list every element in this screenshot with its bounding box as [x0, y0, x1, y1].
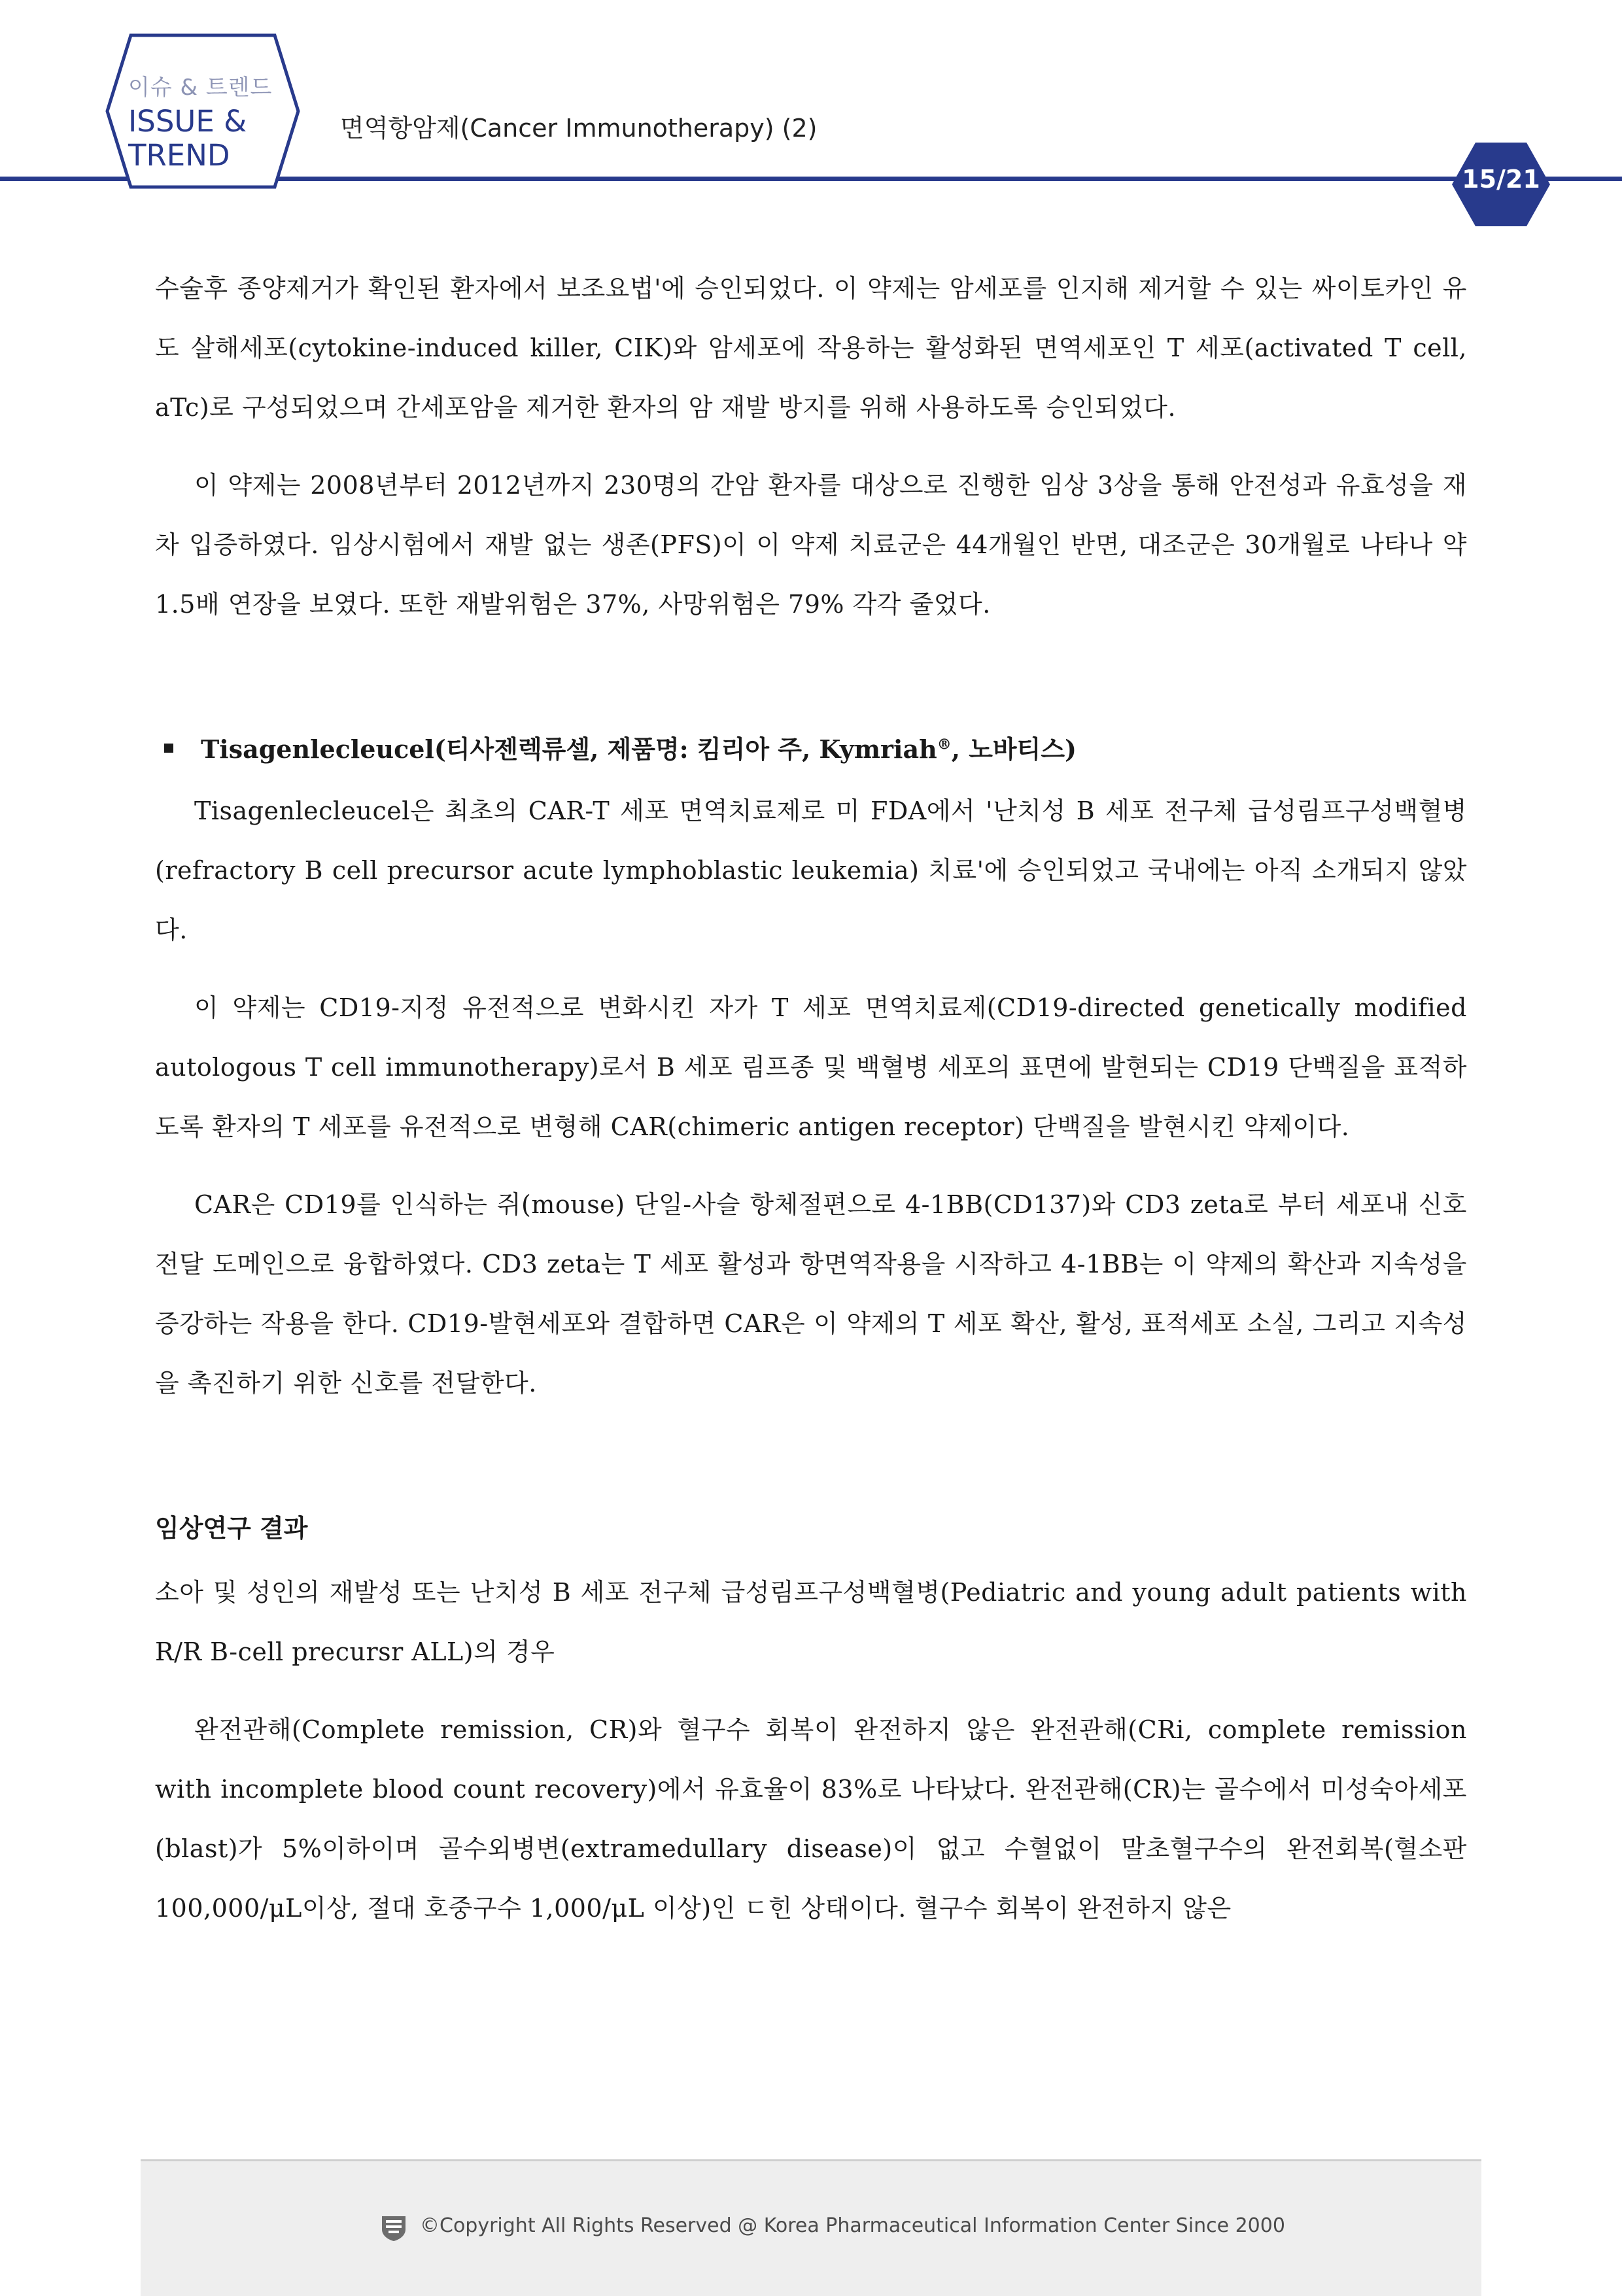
header-badge-english — [128, 105, 292, 173]
bullet-heading — [164, 719, 1467, 779]
header-badge-korean: 이슈 & 트렌드 — [128, 75, 273, 101]
paragraph-4: 이 약제는 CD19-지정 유전적으로 변화시킨 자가 T 세포 면역치료제(CD19-directed genetically modified autologous T cell immunotherapy)로서 B 세포 림프종 및 백혈병 세포의 표면에 발현되는 CD19 단백질을 표적하도록 환자의 T 세포를 유전적으로 변형해 CAR(chimeric antigen receptor) 단백질을 발현시킨 약제이다. — [155, 993, 1467, 1141]
paragraph-5: CAR은 CD19를 인식하는 쥐(mouse) 단일-사슬 항체절편으로 4-1BB(CD137)와 CD3 zeta로 부터 세포내 신호전달 도메인으로 융합하였다. CD3 zeta는 T 세포 활성과 항면역작용을 시작하고 4-1BB는 이 약제의 확산과 지속성을 증강하는 작용을 한다. CD19-발현세포와 결합하면 CAR은 이 약제의 T 세포 확산, 활성, 표적세포 소실, 그리고 지속성을 촉진하기 위한 신호를 전달한다. — [155, 1190, 1467, 1397]
paragraph-7: 완전관해(Complete remission, CR)와 혈구수 회복이 완전하지 않은 완전관해(CRi, complete remission with incomplete blood count recovery)에서 유효율이 83%로 나타났다. 완전관해(CR)는 골수에서 미성숙아세포(blast)가 5%이하이며 골수외병변(extramedullary disease)이 없고 수혈없이 말초혈구수의 완전회복(혈소판 100,000/μL이상, 절대 호중구수 1,000/μL 이상)인 ㄷ힌 상태이다. 혈구수 회복이 완전하지 않은 — [155, 1715, 1467, 1923]
page-title: 면역항암제(Cancer Immunotherapy) (2) — [340, 114, 818, 143]
registered-mark: ® — [937, 736, 952, 753]
bullet-heading-text-b: , 노바티스) — [951, 734, 1077, 764]
document-body — [155, 259, 1467, 1938]
page-number: 15/21 — [1462, 165, 1540, 194]
header-badge-english-line2: TREND — [128, 138, 230, 173]
footer-copyright: ©Copyright All Rights Reserved @ Korea Pharmaceutical Information Center Since 2000 — [420, 2214, 1285, 2237]
header-badge-english-line1: ISSUE & — [128, 104, 247, 139]
paragraph-1: 수술후 종양제거가 확인된 환자에서 보조요법'에 승인되었다. 이 약제는 암세포를 인지해 제거할 수 있는 싸이토카인 유도 살해세포(cytokine-induced killer, CIK)와 암세포에 작용하는 활성화된 면역세포인 T 세포(activated T cell, aTc)로 구성되었으며 간세포암을 제거한 환자의 암 재발 방지를 위해 사용하도록 승인되었다. — [155, 274, 1467, 422]
section-heading: 임상연구 결과 — [155, 1513, 308, 1543]
bullet-square-icon — [164, 744, 173, 753]
shield-logo-icon — [379, 2214, 408, 2242]
paragraph-3: Tisagenlecleucel은 최초의 CAR-T 세포 면역치료제로 미 FDA에서 '난치성 B 세포 전구체 급성림프구성백혈병(refractory B cell precursor acute lymphoblastic leukemia) 치료'에 승인되었고 국내에는 아직 소개되지 않았다. — [155, 797, 1467, 944]
bullet-heading-text-a: Tisagenlecleucel(티사젠렉류셀, 제품명: 킴리아 주, Kymriah — [201, 734, 937, 764]
paragraph-2: 이 약제는 2008년부터 2012년까지 230명의 간암 환자를 대상으로 진행한 임상 3상을 통해 안전성과 유효성을 재차 입증하였다. 임상시험에서 재발 없는 생존(PFS)이 이 약제 치료군은 44개월인 반면, 대조군은 30개월로 나타나 약 1.5배 연장을 보였다. 또한 재발위험은 37%, 사망위험은 79% 각각 줄었다. — [155, 471, 1467, 619]
paragraph-6: 소아 및 성인의 재발성 또는 난치성 B 세포 전구체 급성림프구성백혈병(Pediatric and young adult patients with R/R B-cell precursr ALL)의 경우 — [155, 1578, 1467, 1666]
